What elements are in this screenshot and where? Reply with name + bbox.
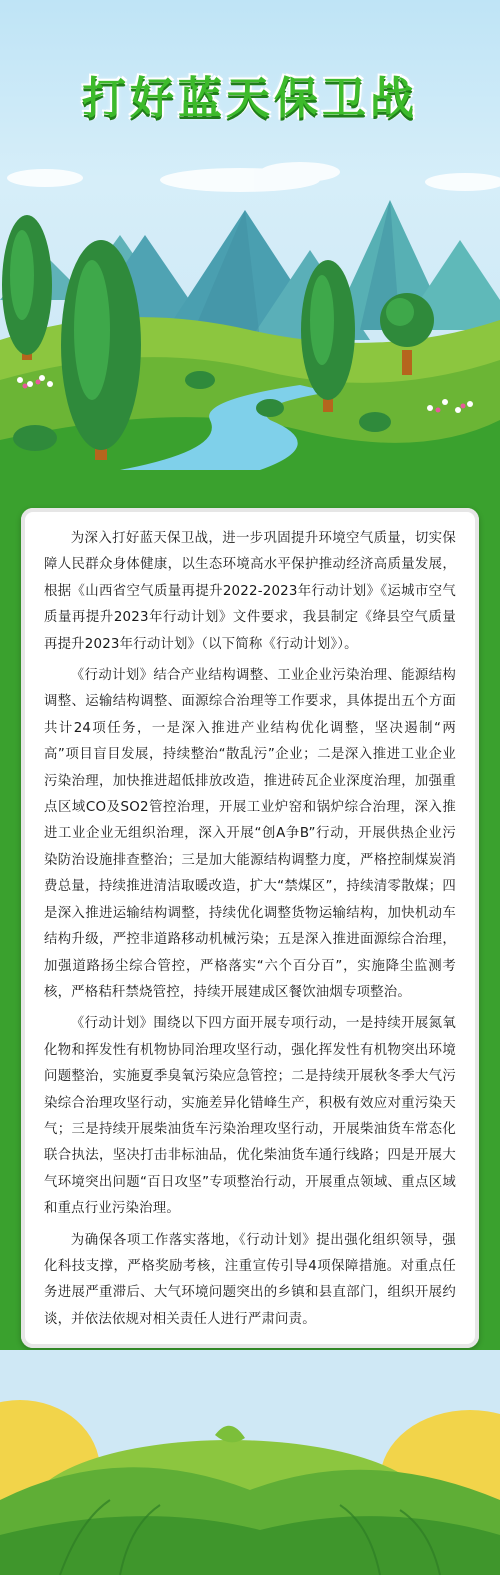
article-paragraph-4: 为确保各项工作落实落地，《行动计划》提出强化组织领导，强化科技支撑，严格奖励考核，注重宣传引导4项保障措施。对重点任务进展严重滞后、大气环境问题突出的乡镇和县直部门，组织开展约谈，并依法依规对相关责任人进行严肃问责。 <box>44 1232 456 1327</box>
page-title: 打好蓝天保卫战 <box>82 73 418 124</box>
cloud-icon <box>7 162 500 192</box>
article-paragraph-3: 《行动计划》围绕以下四方面开展专项行动，一是持续开展氮氧化物和挥发性有机物协同治理攻坚行动，强化挥发性有机物突出环境问题整治，实施夏季臭氧污染应急管控；二是持续开展秋冬季大气污染综合治理攻坚行动，实施差异化错峰生产，积极有效应对重污染天气；三是持续开展柴油货车污染治理攻坚行动，开展柴油货车常态化联合执法，坚决打击非标油品，优化柴油货车通行线路；四是开展大气环境突出问题“百日攻坚”专项整治行动，开展重点领域、重点区域和重点行业污染治理。 <box>44 1016 456 1217</box>
footer-illustration <box>0 1350 500 1575</box>
article-card <box>21 508 479 1348</box>
article-paragraph-1: 为深入打好蓝天保卫战，进一步巩固提升环境空气质量，切实保障人民群众身体健康，以生态环境高水平保护推动经济高质量发展，根据《山西省空气质量再提升2022-2023年行动计划》《运城市空气质量再提升2023年行动计划》文件要求，我县制定《绛县空气质量再提升2023年行动计划》（以下简称《行动计划》）。 <box>44 531 456 652</box>
article-paragraph-2: 《行动计划》结合产业结构调整、工业企业污染治理、能源结构调整、运输结构调整、面源综合治理等工作要求，具体提出五个方面共计24项任务，一是深入推进产业结构优化调整，坚决遏制“两高”项目盲目发展，持续整治“散乱污”企业；二是深入推进工业企业污染治理，加快推进超低排放改造，推进砖瓦企业深度治理，加强重点区域CO及SO2管控治理，开展工业炉窑和锅炉综合治理，深入推进工业企业无组织治理，深入开展“创A争B”行动，开展供热企业污染防治设施排查整治；三是加大能源结构调整力度，严格控制煤炭消费总量，持续推进清洁取暖改造，扩大“禁煤区”，持续清零散煤；四是深入推进运输结构调整，持续优化调整货物运输结构，加快机动车结构升级，严控非道路移动机械污染；五是深入推进面源综合治理，加强道路扬尘综合管控，严格落实“六个百分百”，实施降尘监测考核，严格秸秆禁烧管控，持续开展建成区餐饮油烟专项整治。 <box>44 668 456 1000</box>
